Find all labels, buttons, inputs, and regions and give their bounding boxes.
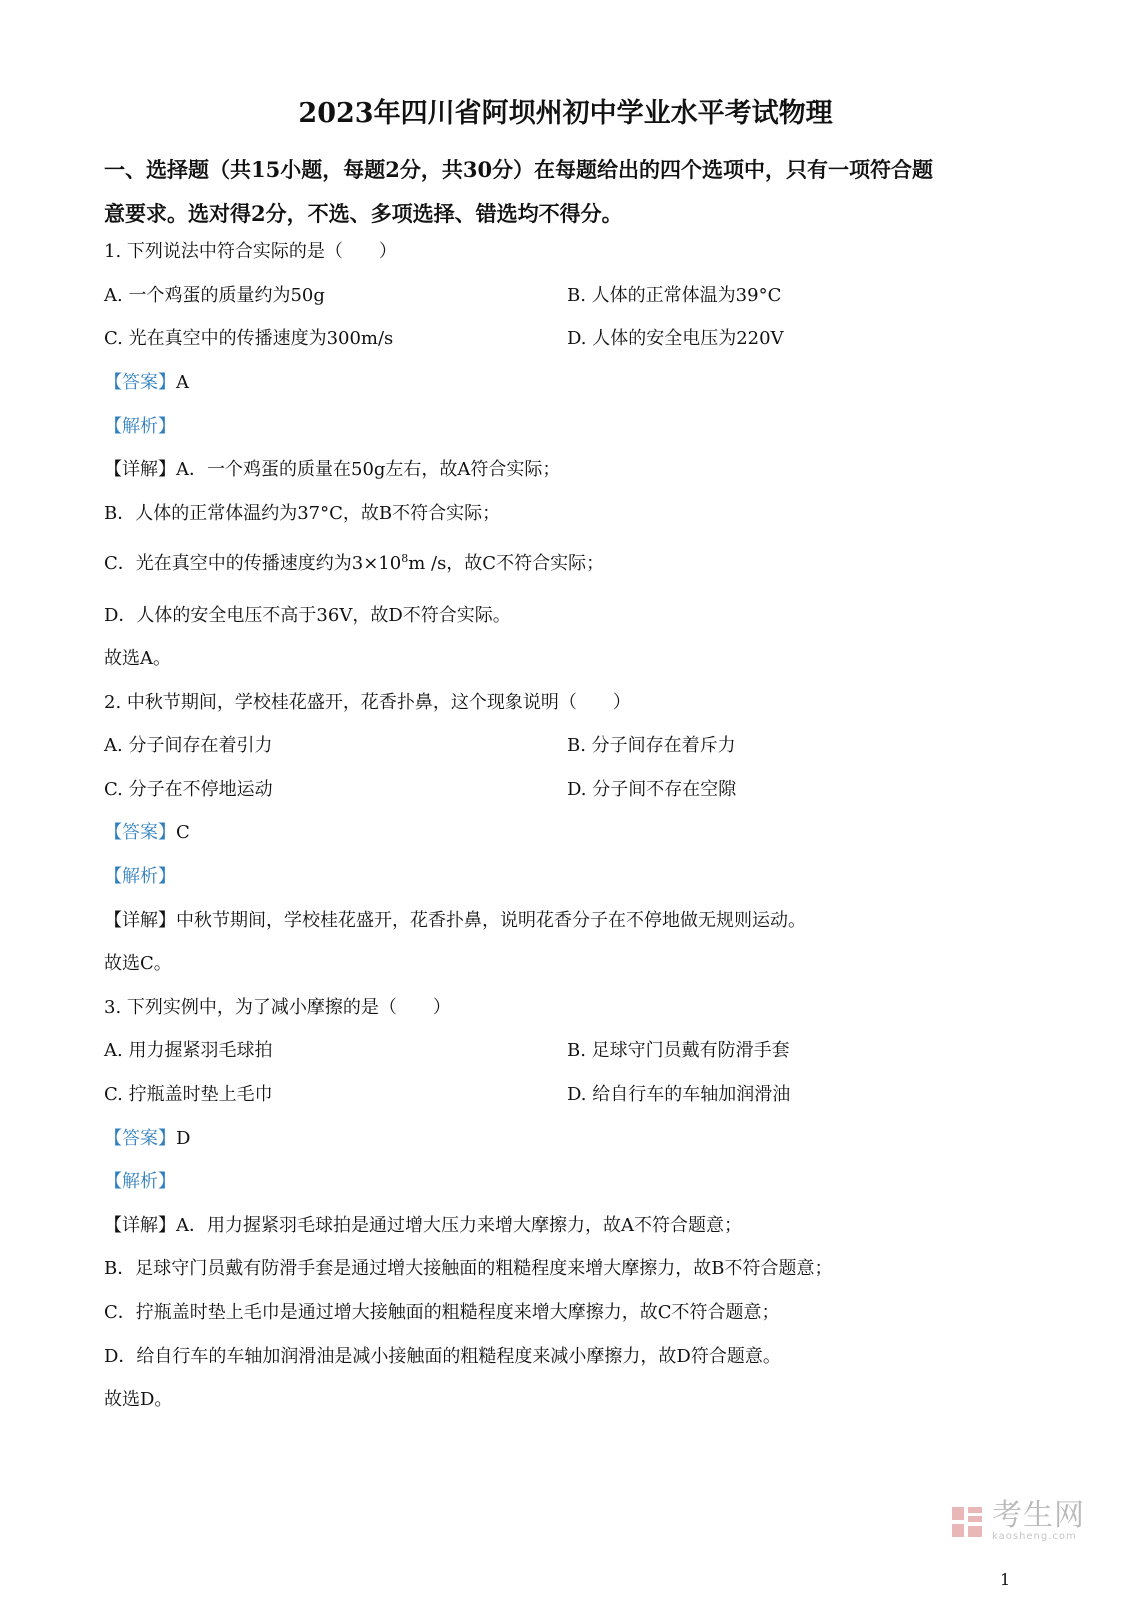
answer-line bbox=[104, 370, 189, 396]
section-heading bbox=[104, 148, 1034, 236]
option-b: B. 人体的正常体温为39°C bbox=[567, 285, 782, 306]
detail-line: B．人体的正常体温约为37°C，故B不符合实际； bbox=[104, 503, 501, 524]
option-c: C. 光在真空中的传播速度为300m/s bbox=[104, 328, 394, 349]
analysis-label: 【解析】 bbox=[104, 1171, 176, 1192]
question-stem: 2. 中秋节期间，学校桂花盛开，花香扑鼻，这个现象说明（ ） bbox=[104, 692, 631, 713]
option-a: A. 一个鸡蛋的质量约为50g bbox=[104, 285, 325, 306]
detail-label: 【详解】 bbox=[104, 910, 176, 931]
analysis-line bbox=[104, 414, 176, 440]
watermark bbox=[950, 1500, 1110, 1544]
question-stem: 1. 下列说法中符合实际的是（ ） bbox=[104, 241, 397, 262]
answer-label: 【答案】 bbox=[104, 1128, 176, 1149]
detail-line: D．人体的安全电压不高于36V，故D不符合实际。 bbox=[104, 605, 511, 626]
watermark-logo-icon bbox=[950, 1505, 984, 1539]
watermark-url: kaosheng.com bbox=[992, 1531, 1077, 1542]
answer-label: 【答案】 bbox=[104, 822, 176, 843]
detail-text: 中秋节期间，学校桂花盛开，花香扑鼻，说明花香分子在不停地做无规则运动。 bbox=[176, 910, 806, 931]
detail-line bbox=[104, 551, 604, 577]
detail-label: 【详解】 bbox=[104, 459, 176, 480]
answer-value: C bbox=[176, 822, 190, 843]
watermark-text bbox=[992, 1498, 1085, 1543]
option-b: B. 足球守门员戴有防滑手套 bbox=[567, 1040, 790, 1061]
section-heading-line-2: 意要求。选对得2分，不选、多项选择、错选均不得分。 bbox=[104, 201, 623, 226]
analysis-line bbox=[104, 864, 176, 890]
question-stem: 3. 下列实例中，为了减小摩擦的是（ ） bbox=[104, 997, 451, 1018]
option-a: A. 分子间存在着引力 bbox=[104, 735, 273, 756]
page-number: 1 bbox=[1000, 1570, 1011, 1589]
conclusion: 故选D。 bbox=[104, 1389, 173, 1410]
detail-line bbox=[104, 457, 560, 483]
detail-label: 【详解】 bbox=[104, 1215, 176, 1236]
option-d: D. 人体的安全电压为220V bbox=[567, 328, 784, 349]
detail-text: A．用力握紧羽毛球拍是通过增大压力来增大摩擦力，故A不符合题意； bbox=[176, 1215, 742, 1236]
conclusion: 故选A。 bbox=[104, 648, 171, 669]
conclusion: 故选C。 bbox=[104, 953, 172, 974]
option-a: A. 用力握紧羽毛球拍 bbox=[104, 1040, 273, 1061]
detail-text: C．光在真空中的传播速度约为3×10 bbox=[104, 553, 402, 574]
option-d: D. 分子间不存在空隙 bbox=[567, 779, 737, 800]
analysis-line bbox=[104, 1169, 176, 1195]
option-d: D. 给自行车的车轴加润滑油 bbox=[567, 1084, 791, 1105]
page-title: 2023年四川省阿坝州初中学业水平考试物理 bbox=[298, 98, 833, 129]
option-b: B. 分子间存在着斥力 bbox=[567, 735, 736, 756]
watermark-name: 考生网 bbox=[992, 1498, 1085, 1533]
exponent: 8 bbox=[401, 552, 409, 565]
detail-line bbox=[104, 1213, 742, 1239]
section-heading-line-1: 一、选择题（共15小题，每题2分，共30分）在每题给出的四个选项中，只有一项符合题 bbox=[104, 157, 934, 182]
detail-line: B．足球守门员戴有防滑手套是通过增大接触面的粗糙程度来增大摩擦力，故B不符合题意； bbox=[104, 1258, 833, 1279]
answer-line bbox=[104, 820, 190, 846]
detail-text: A．一个鸡蛋的质量在50g左右，故A符合实际； bbox=[176, 459, 561, 480]
analysis-label: 【解析】 bbox=[104, 866, 176, 887]
answer-line bbox=[104, 1126, 190, 1152]
detail-line: D．给自行车的车轴加润滑油是减小接触面的粗糙程度来减小摩擦力，故D符合题意。 bbox=[104, 1346, 781, 1367]
detail-line bbox=[104, 908, 806, 934]
answer-value: A bbox=[176, 372, 189, 393]
analysis-label: 【解析】 bbox=[104, 416, 176, 437]
answer-value: D bbox=[176, 1128, 191, 1149]
option-c: C. 分子在不停地运动 bbox=[104, 779, 273, 800]
detail-line: C．拧瓶盖时垫上毛巾是通过增大接触面的粗糙程度来增大摩擦力，故C不符合题意； bbox=[104, 1302, 780, 1323]
detail-text: m /s，故C不符合实际； bbox=[408, 553, 605, 574]
answer-label: 【答案】 bbox=[104, 372, 176, 393]
option-c: C. 拧瓶盖时垫上毛巾 bbox=[104, 1084, 273, 1105]
